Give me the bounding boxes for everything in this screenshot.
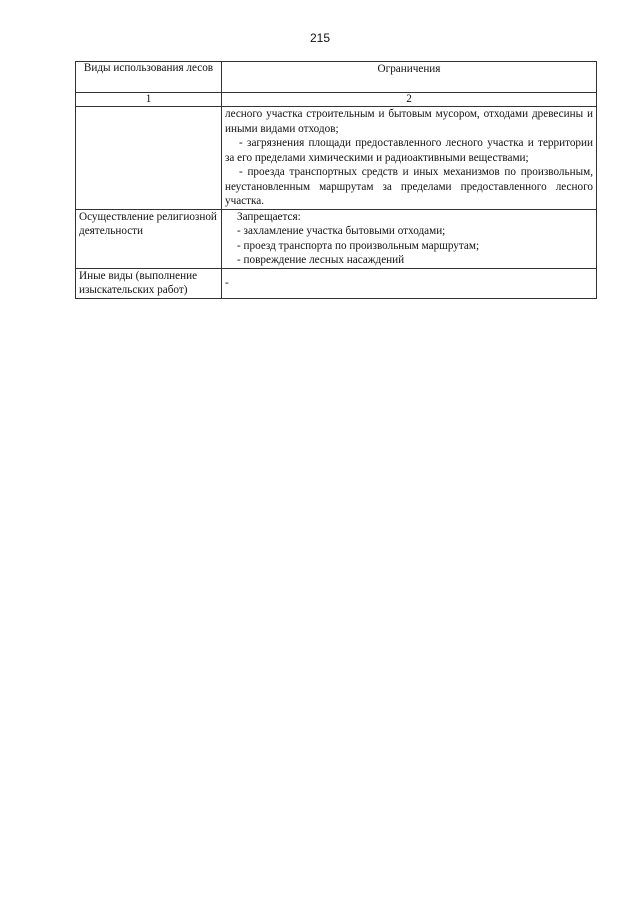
restriction-paragraph: Запрещается: — [237, 210, 301, 223]
column-number-row — [76, 93, 597, 107]
table-row — [76, 209, 597, 268]
restriction-paragraph: - загрязнения площади предоставленного лесного участка и территории за его пределами химическими и радиоактивными веществами; — [225, 137, 593, 164]
restriction-paragraph: - повреждение лесных насаждений — [237, 254, 405, 266]
table-header-row — [76, 62, 597, 93]
restriction-paragraph: - проезд транспорта по произвольным маршрутам; — [237, 239, 480, 252]
table-row — [76, 268, 597, 298]
restriction-paragraph: - проезда транспортных средств и иных механизмов по произвольным, неустановленным маршрутам за пределами предоставленного лесного участка. — [225, 166, 593, 207]
column-number-1: 1 — [76, 93, 222, 107]
restrictions-table — [75, 61, 597, 299]
column-number-2: 2 — [222, 93, 597, 107]
table-row — [76, 107, 597, 210]
row-restrictions-cell — [222, 268, 597, 298]
row-type-cell — [76, 107, 222, 210]
restriction-paragraph: - захламление участка бытовыми отходами; — [237, 225, 446, 237]
page-number: 215 — [309, 31, 331, 45]
header-forest-use-types: Виды использования лесов — [76, 62, 222, 93]
row-restrictions-cell — [222, 107, 597, 210]
header-restrictions: Ограничения — [222, 62, 597, 93]
restriction-paragraph: лесного участка строительным и бытовым мусором, отходами древесины и иными видами отходов; — [225, 108, 593, 135]
row-type-cell: Осуществление религиозной деятельности — [76, 209, 222, 268]
row-type-cell: Иные виды (выполнение изыскательских работ) — [76, 268, 222, 298]
row-restrictions-cell — [222, 209, 597, 268]
restriction-paragraph: - — [225, 276, 229, 289]
